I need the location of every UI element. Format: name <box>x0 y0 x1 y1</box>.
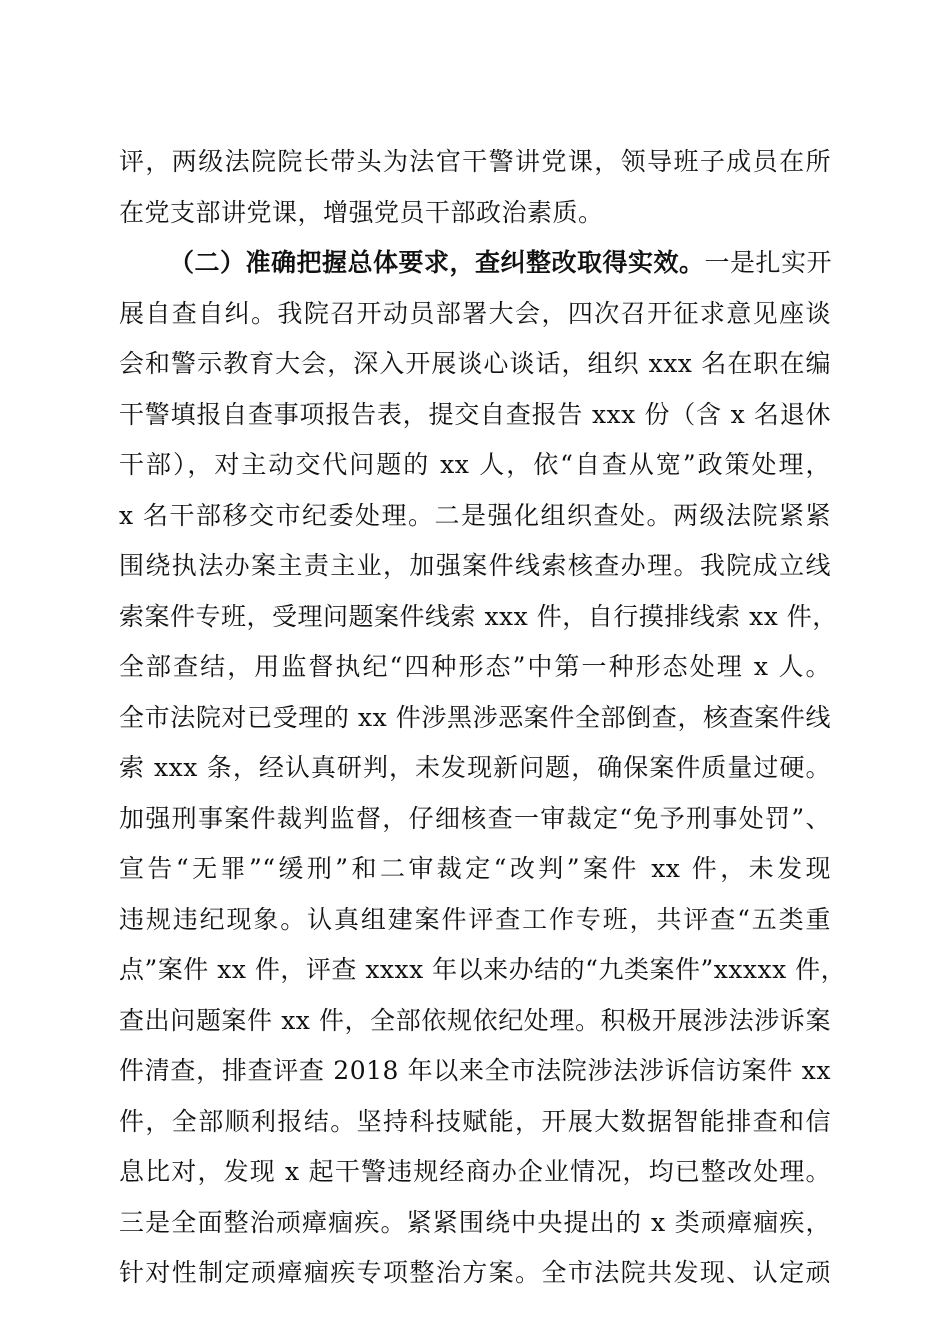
text-line: 索 xxx 条，经认真研判，未发现新问题，确保案件质量过硬。 <box>119 753 831 782</box>
text-line: 全部查结，用监督执纪“四种形态”中第一种形态处理 x 人。 <box>119 652 831 681</box>
text-line: 点”案件 xx 件，评查 xxxx 年以来办结的“九类案件”xxxxx 件， <box>119 955 847 984</box>
text-line: 加强刑事案件裁判监督，仔细核查一审裁定“免予刑事处罚”、 <box>119 803 831 833</box>
text-line: 宣告“无罪”“缓刑”和二审裁定“改判”案件 xx 件，未发现 <box>119 854 831 883</box>
text-line: 全市法院对已受理的 xx 件涉黑涉恶案件全部倒查，核查案件线 <box>119 702 831 732</box>
text-line: 展自查自纠。我院召开动员部署大会，四次召开征求意见座谈 <box>119 298 831 328</box>
text-line: 针对性制定顽瘴痼疾专项整治方案。全市法院共发现、认定顽 <box>119 1258 831 1287</box>
text-line: 在党支部讲党课，增强党员干部政治素质。 <box>119 197 604 227</box>
text-line: x 名干部移交市纪委处理。二是强化组织查处。两级法院紧紧 <box>119 500 831 530</box>
text-line: 件，全部顺利报结。坚持科技赋能，开展大数据智能排查和信 <box>119 1106 831 1136</box>
text-line: 索案件专班，受理问题案件线索 xxx 件，自行摸排线索 xx 件， <box>119 601 838 631</box>
text-line: 评，两级法院院长带头为法官干警讲党课，领导班子成员在所 <box>119 147 831 176</box>
text-line: 违规违纪现象。认真组建案件评查工作专班，共评查“五类重 <box>119 904 831 934</box>
text-line: 三是全面整治顽瘴痼疾。紧紧围绕中央提出的 x 类顽瘴痼疾， <box>119 1207 831 1237</box>
text-line: 围绕执法办案主责主业，加强案件线索核查办理。我院成立线 <box>119 551 831 580</box>
body-text <box>119 137 847 1299</box>
text-fragment: 一是扎实开 <box>704 248 833 277</box>
text-line: 查出问题案件 xx 件，全部依规依纪处理。积极开展涉法涉诉案 <box>119 1005 831 1035</box>
text-line: 干部），对主动交代问题的 xx 人，依“自查从宽”政策处理， <box>119 450 831 479</box>
text-line: 件清查，排查评查 2018 年以来全市法院涉法涉诉信访案件 xx <box>119 1056 831 1085</box>
text-line: 息比对，发现 x 起干警违规经商办企业情况，均已整改处理。 <box>119 1157 831 1186</box>
section-heading: （二）准确把握总体要求，查纠整改取得实效。 <box>169 248 705 277</box>
text-line: 会和警示教育大会，深入开展谈心谈话，组织 xxx 名在职在编 <box>119 349 831 378</box>
paragraph-heading-line <box>119 238 831 289</box>
text-line: 干警填报自查事项报告表，提交自查报告 xxx 份（含 x 名退休 <box>119 399 831 429</box>
